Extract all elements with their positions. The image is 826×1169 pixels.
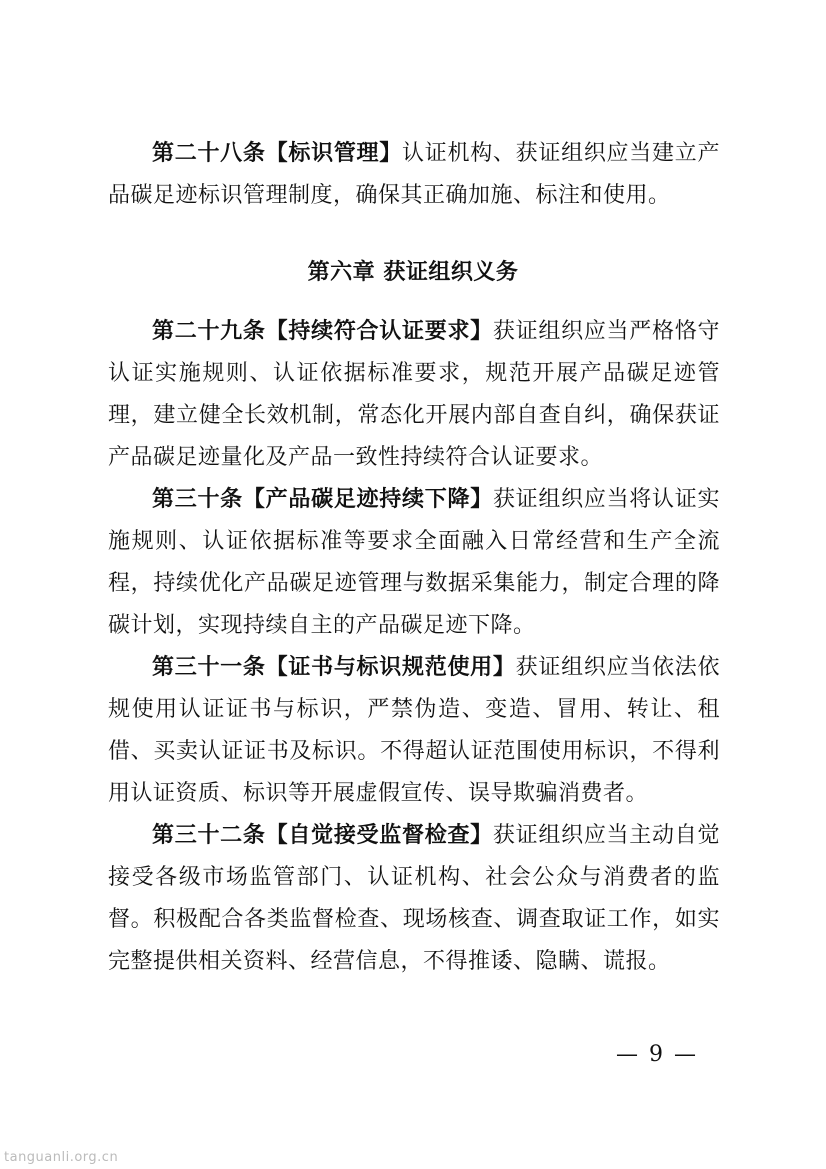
article-body: 获证组织应当依法依规使用认证证书与标识，严禁伪造、变造、冒用、转让、租借、买卖认证证书及标识。不得超认证范围使用标识，不得利用认证资质、标识等开展虚假宣传、误导欺骗消费者。 — [108, 655, 720, 806]
watermark: tanguanli.org.cn — [4, 1150, 119, 1165]
article-title: 【持续符合认证要求】 — [265, 319, 493, 344]
page-number: — 9 — — [616, 1042, 698, 1067]
article-30 — [108, 479, 720, 647]
article-number: 第三十二条 — [152, 823, 266, 848]
article-body: 获证组织应当将认证实施规则、认证依据标准等要求全面融入日常经营和生产全流程，持续优化产品碳足迹管理与数据采集能力，制定合理的降碳计划，实现持续自主的产品碳足迹下降。 — [108, 487, 720, 638]
article-28 — [108, 133, 720, 217]
article-number: 第三十条 — [152, 487, 243, 512]
article-number: 第二十九条 — [152, 319, 266, 344]
article-title: 【自觉接受监督检查】 — [265, 823, 493, 848]
article-body: 获证组织应当严格恪守认证实施规则、认证依据标准要求，规范开展产品碳足迹管理，建立健全长效机制，常态化开展内部自查自纠，确保获证产品碳足迹量化及产品一致性持续符合认证要求。 — [108, 319, 720, 470]
article-body: 认证机构、获证组织应当建立产品碳足迹标识管理制度，确保其正确加施、标注和使用。 — [108, 141, 720, 208]
article-title: 【标识管理】 — [265, 141, 403, 166]
article-number: 第二十八条 — [152, 141, 266, 166]
article-32 — [108, 815, 720, 983]
article-29 — [108, 311, 720, 479]
article-number: 第三十一条 — [152, 655, 266, 680]
article-title: 【证书与标识规范使用】 — [265, 655, 516, 680]
article-31 — [108, 647, 720, 815]
chapter-heading: 第六章 获证组织义务 — [307, 260, 519, 285]
article-title: 【产品碳足迹持续下降】 — [242, 487, 493, 512]
article-body: 获证组织应当主动自觉接受各级市场监管部门、认证机构、社会公众与消费者的监督。积极配合各类监督检查、现场核查、调查取证工作，如实完整提供相关资料、经营信息，不得推诿、隐瞒、谎报。 — [108, 823, 720, 974]
